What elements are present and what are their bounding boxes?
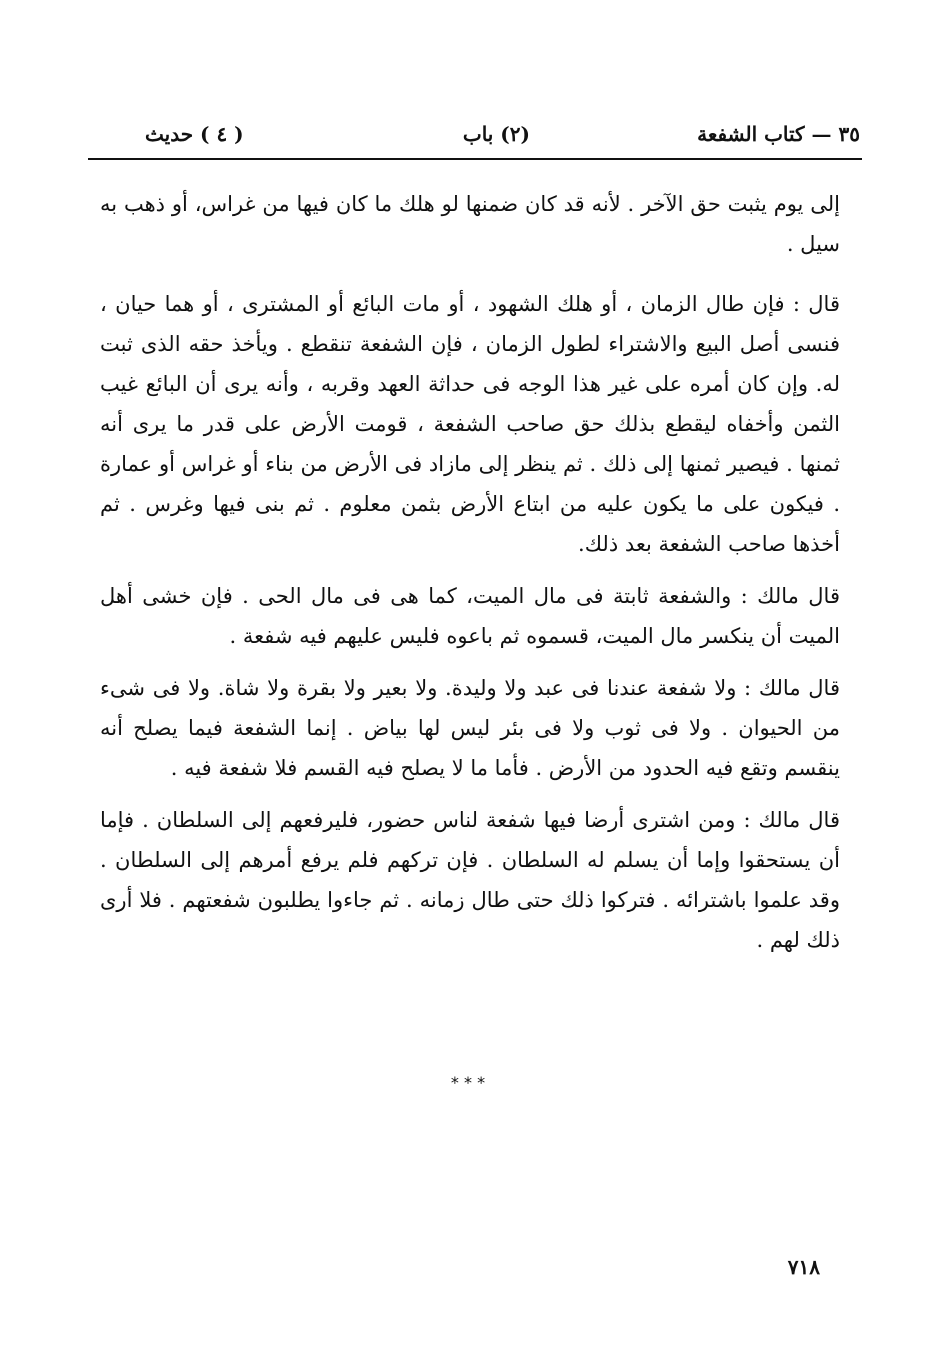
header-rule: [88, 158, 862, 160]
hadith-label: ( ٤ ) حديث: [145, 122, 244, 146]
paragraph-1: إلى يوم يثبت حق الآخر . لأنه قد كان ضمنها لو هلك ما كان فيها من غراس، أو ذهب به سيل .: [100, 192, 840, 256]
page-number: ٧١٨: [787, 1255, 820, 1279]
paragraph-2: قال : فإن طال الزمان ، أو هلك الشهود ، أو مات البائع أو المشترى ، أو هما حيان ، فنسى أصل البيع والاشتراء لطول الزمان ، فإن الشفعة تنقطع . ويأخذ حقه الذى ثبت له. وإن كان أمره على غير هذا الوجه فى حداثة العهد وقربه ، وأنه يرى أن البائع غيب الثمن وأخفاه ليقطع بذلك حق صاحب الشفعة ، قومت الأرض على قدر ما يرى أنه ثمنها . فيصير ثمنها إلى ذلك . ثم ينظر إلى مازاد فى الأرض من بناء أو غراس أو عمارة . فيكون على ما يكون عليه من ابتاع الأرض بثمن معلوم . ثم بنى فيها وغرس . ثم أخذها صاحب الشفعة بعد ذلك.: [100, 292, 840, 556]
paragraph-3: قال مالك : والشفعة ثابتة فى مال الميت، كما هى فى مال الحى . فإن خشى أهل الميت أن ينكسر مال الميت، قسموه ثم باعوه فليس عليهم فيه شفعة .: [100, 584, 840, 648]
running-header: [90, 118, 860, 158]
bab-label: (٢) باب: [462, 122, 530, 146]
section-ornament: * * *: [450, 1073, 486, 1092]
body-text: [100, 184, 840, 972]
paragraph-5: قال مالك : ومن اشترى أرضا فيها شفعة لناس حضور، فليرفعهم إلى السلطان . فإما أن يستحقوا وإما أن يسلم له السلطان . فإن تركهم فلم يرفع أمرهم إلى السلطان . وقد علموا باشترائه . فتركوا ذلك حتى طال زمانه . ثم جاءوا يطلبون شفعتهم . فلا أرى ذلك لهم .: [100, 808, 840, 952]
chapter-title: ٣٥ — كتاب الشفعة: [697, 122, 860, 146]
paragraph-4: قال مالك : ولا شفعة عندنا فى عبد ولا وليدة. ولا بعير ولا بقرة ولا شاة. ولا فى شىء من الحيوان . ولا فى ثوب ولا فى بئر ليس لها بياض . إنما الشفعة فيما يصلح أنه ينقسم وتقع فيه الحدود من الأرض . فأما ما لا يصلح فيه القسم فلا شفعة فيه .: [100, 676, 840, 780]
